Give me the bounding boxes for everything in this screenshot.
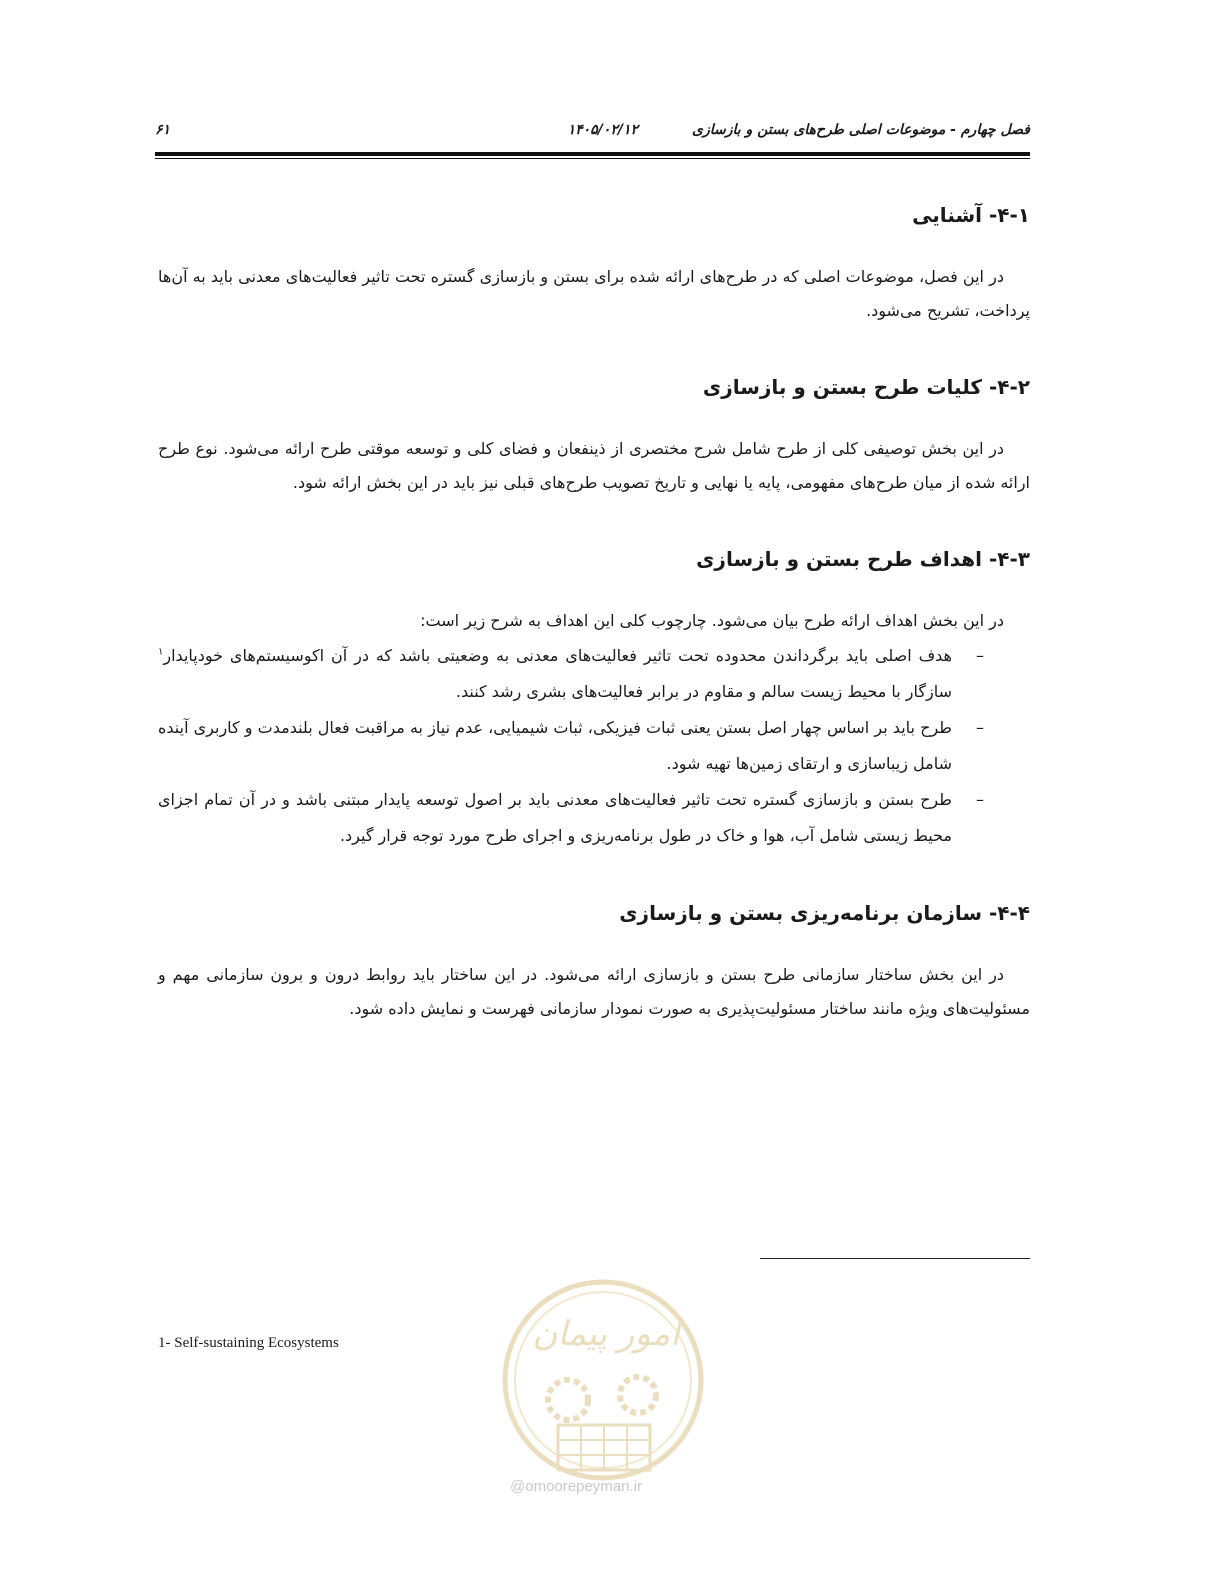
section-introduction (158, 190, 1030, 328)
header-rule-thick (155, 152, 1030, 156)
list-item-text: هدف اصلی باید برگرداندن محدوده تحت تاثیر فعالیت‌های معدنی به وضعیتی باشد که در آن اکوسیستم‌های خودپایدار (163, 646, 952, 665)
section-heading: ۴-۲- کلیات طرح بستن و بازسازی (702, 375, 1030, 399)
page-number: ۶۱ (155, 122, 171, 138)
section-heading: ۴-۳- اهداف طرح بستن و بازسازی (696, 547, 1030, 571)
bullet-dash: – (976, 790, 984, 809)
paragraph: در این بخش توصیفی کلی از طرح شامل شرح مختصری از ذینفعان و فضای کلی و توسعه موقتی طرح ارائه می‌شود. نوع طرح ارائه شده از میان طرح‌های مفهومی، پایه یا نهایی و تاریخ تصویب طرح‌های قبلی نیز باید در این بخش ارائه شود. (158, 439, 1030, 492)
section-organization (158, 888, 1030, 1026)
section-heading: ۴-۴- سازمان برنامه‌ریزی بستن و بازسازی (619, 901, 1030, 925)
bullet-dash: – (976, 718, 984, 737)
section-objectives (158, 534, 1030, 854)
list-item-text: طرح باید بر اساس چهار اصل بستن یعنی ثبات فیزیکی، ثبات شیمیایی، عدم نیاز به مراقبت فعال بلندمدت و کاربری آینده شامل زیباسازی و ارتقای زمین‌ها تهیه شود. (158, 718, 952, 773)
header-date: ۱۴۰۵/۰۲/۱۲ (567, 122, 638, 138)
header-chapter-title: فصل چهارم - موضوعات اصلی طرح‌های بستن و بازسازی (692, 122, 1030, 138)
watermark-logo-icon (498, 1275, 708, 1485)
svg-text:امور پیمان: امور پیمان (532, 1314, 680, 1354)
page-body (158, 190, 1030, 1026)
paragraph: در این بخش ساختار سازمانی طرح بستن و بازسازی ارائه می‌شود. در این ساختار باید روابط درون و برون سازمانی مهم و مسئولیت‌های ویژه مانند ساختار مسئولیت‌پذیری به صورت نمودار سازمانی فهرست و نمایش داده شود. (158, 965, 1030, 1018)
bullet-dash: – (976, 646, 984, 665)
footnote-separator (760, 1258, 1030, 1259)
footnote: 1- Self-sustaining Ecosystems (158, 1335, 339, 1351)
watermark-text: @omoorepeyman.ir (510, 1478, 642, 1495)
section-heading: ۴-۱- آشنایی (912, 203, 1030, 227)
list-item-text: طرح بستن و بازسازی گستره تحت تاثیر فعالیت‌های معدنی باید بر اصول توسعه پایدار مبتنی باشد و در آن تمام اجزای محیط زیستی شامل آب، هوا و خاک در طول برنامه‌ریزی و اجرای طرح مورد توجه قرار گیرد. (158, 790, 952, 845)
footnote-ref[interactable]: ۱ (158, 646, 164, 658)
paragraph: در این بخش اهداف ارائه طرح بیان می‌شود. چارچوب کلی این اهداف به شرح زیر است: (420, 611, 1004, 630)
list-item-text-cont: سازگار با محیط زیست سالم و مقاوم در برابر فعالیت‌های بشری رشد کنند. (455, 682, 952, 701)
list-item (158, 710, 1030, 782)
section-overview (158, 362, 1030, 500)
paragraph: در این فصل، موضوعات اصلی که در طرح‌های ارائه شده برای بستن و بازسازی گستره تحت تاثیر فعالیت‌های معدنی باید به آن‌ها پرداخت، تشریح می‌شود. (158, 267, 1030, 320)
list-item (158, 782, 1030, 854)
objectives-list (158, 638, 1030, 854)
header-rule-thin (155, 158, 1030, 159)
running-header (155, 118, 1030, 144)
list-item (158, 638, 1030, 710)
